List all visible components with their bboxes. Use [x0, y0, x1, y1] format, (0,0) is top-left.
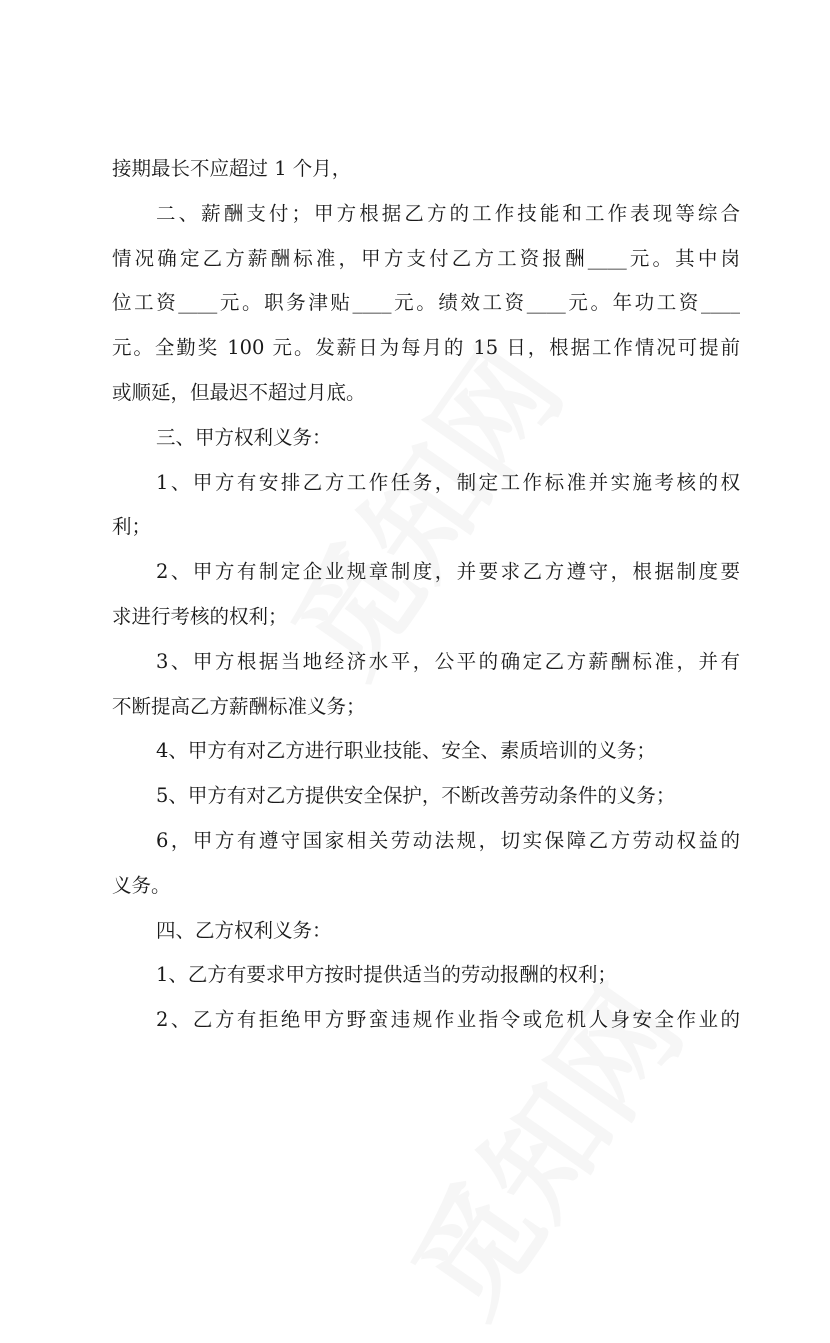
paragraph: [112, 914, 740, 959]
text-line: 不断提高乙方薪酬标准义务；: [112, 694, 366, 718]
paragraph: [112, 421, 740, 466]
text-line: 四、乙方权利义务：: [156, 918, 332, 942]
text-line: 3、甲方根据当地经济水平，公平的确定乙方薪酬标准，并有: [156, 649, 740, 673]
paragraph: [112, 466, 740, 556]
text-line: 元。全勤奖 100 元。发薪日为每月的 15 日，根据工作情况可提前: [112, 336, 740, 360]
paragraph: [112, 152, 740, 197]
text-line: 2、乙方有拒绝甲方野蛮违规作业指令或危机人身安全作业的: [156, 1008, 740, 1032]
text-line: 2、甲方有制定企业规章制度，并要求乙方遵守，根据制度要: [156, 560, 740, 584]
text-line: 4、甲方有对乙方进行职业技能、安全、素质培训的义务；: [156, 739, 656, 763]
paragraph: [112, 555, 740, 645]
text-line: 接期最长不应超过 1 个月，: [112, 157, 352, 180]
text-line: 义务。: [112, 873, 171, 897]
paragraph: [112, 958, 740, 1003]
text-line: 情况确定乙方薪酬标准，甲方支付乙方工资报酬____元。其中岗: [112, 246, 740, 270]
text-line: 位工资____元。职务津贴____元。绩效工资____元。年功工资____: [112, 291, 740, 315]
text-line: 6，甲方有遵守国家相关劳动法规，切实保障乙方劳动权益的: [156, 828, 740, 852]
text-line: 5、甲方有对乙方提供安全保护，不断改善劳动条件的义务；: [156, 784, 676, 808]
text-line: 1、乙方有要求甲方按时提供适当的劳动报酬的权利；: [156, 963, 617, 987]
text-line: 或顺延，但最迟不超过月底。: [112, 380, 366, 404]
paragraph: [112, 1003, 740, 1048]
paragraph: [112, 824, 740, 914]
text-line: 求进行考核的权利；: [112, 604, 288, 628]
text-line: 利；: [112, 515, 152, 539]
paragraph: [112, 779, 740, 824]
document-body: [112, 152, 740, 1048]
paragraph: [112, 645, 740, 735]
text-line: 三、甲方权利义务：: [156, 425, 332, 449]
paragraph: [112, 197, 740, 421]
text-line: 1、甲方有安排乙方工作任务，制定工作标准并实施考核的权: [156, 470, 740, 494]
text-line: 二、薪酬支付；甲方根据乙方的工作技能和工作表现等综合: [156, 201, 740, 225]
paragraph: [112, 734, 740, 779]
